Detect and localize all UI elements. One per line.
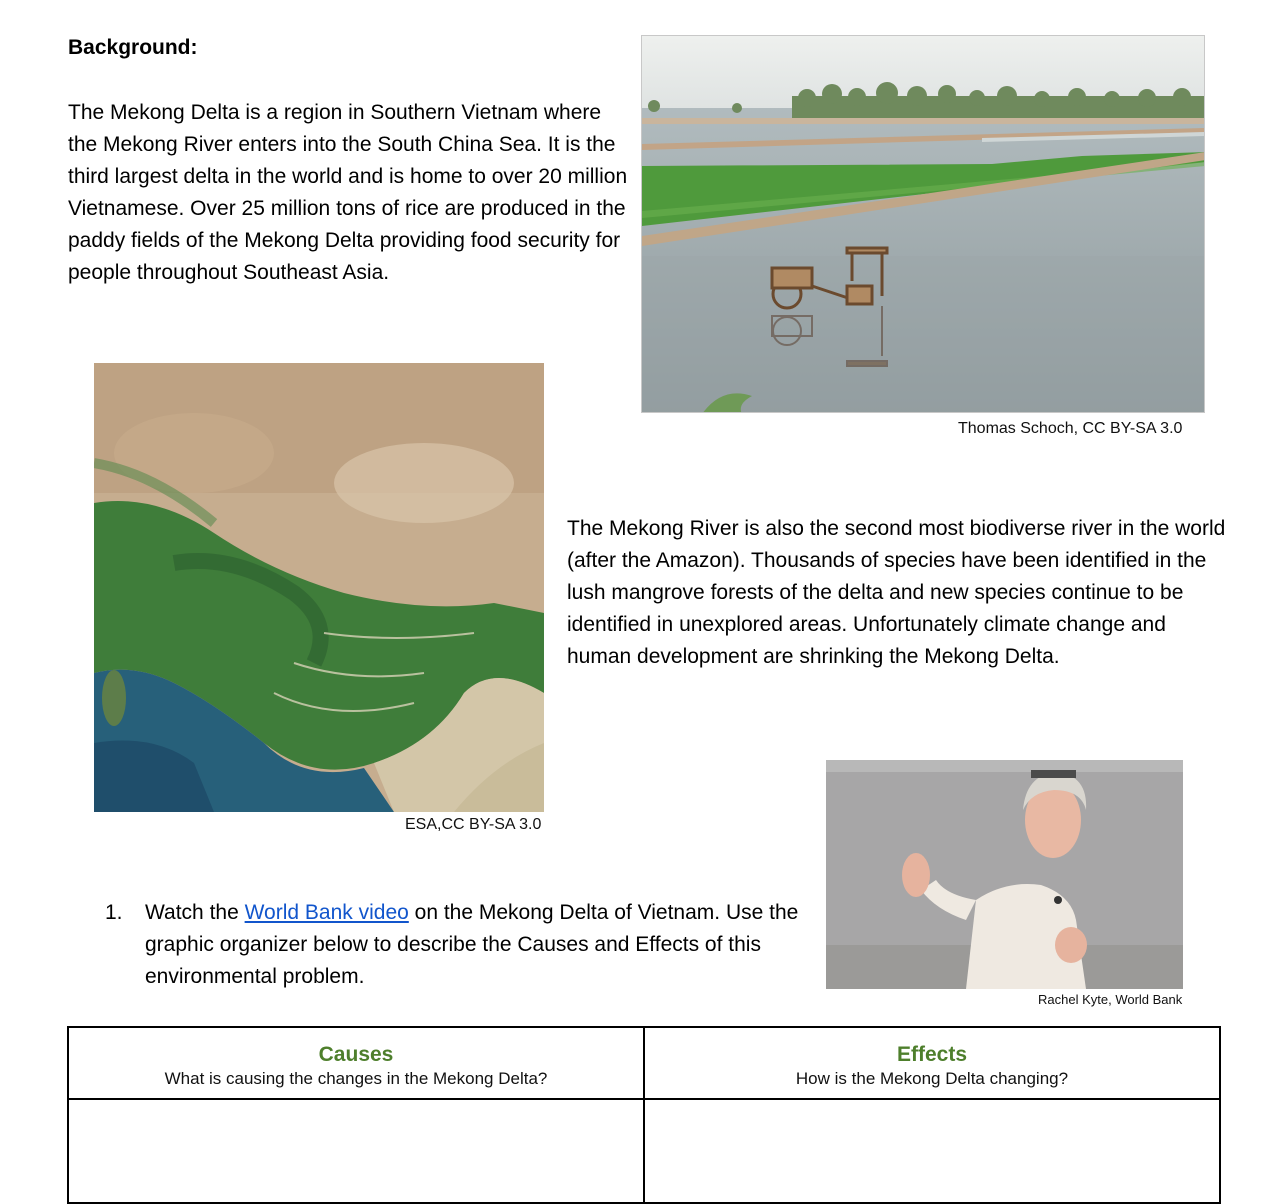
satellite-photo-credit: ESA,CC BY-SA 3.0 bbox=[405, 816, 542, 833]
page-heading: Background: bbox=[68, 36, 198, 59]
world-bank-video-link[interactable]: World Bank video bbox=[244, 901, 409, 924]
cause-effect-organizer bbox=[67, 1026, 1221, 1204]
causes-answer-cell[interactable] bbox=[68, 1099, 644, 1203]
task-number: 1. bbox=[105, 901, 123, 924]
biodiversity-paragraph: The Mekong River is also the second most biodiverse river in the world (after the Amazon). Thousands of species have been identified in the lush mangrove forests of the delta and new species continue to be identified in unexplored areas. Unfortunately climate change and human development are shrinking the Mekong Delta. bbox=[567, 517, 1226, 668]
causes-header-cell bbox=[68, 1027, 644, 1099]
rice-photo-credit: Thomas Schoch, CC BY-SA 3.0 bbox=[958, 420, 1183, 437]
task-text-before-link: Watch the bbox=[145, 901, 245, 924]
task-text-after-link: on the Mekong Delta of Vietnam. Use the graphic organizer below to describe the Causes and Effects of this environmental problem. bbox=[145, 901, 799, 988]
causes-title: Causes bbox=[318, 1043, 394, 1066]
rice-paddy-photo bbox=[641, 35, 1205, 413]
effects-title: Effects bbox=[896, 1043, 968, 1066]
effects-answer-cell[interactable] bbox=[644, 1099, 1220, 1203]
video-still-photo bbox=[826, 760, 1183, 989]
video-photo-credit: Rachel Kyte, World Bank bbox=[1038, 992, 1183, 1007]
causes-prompt: What is causing the changes in the Mekong Delta? bbox=[164, 1069, 548, 1088]
satellite-image bbox=[94, 363, 544, 812]
background-paragraph: The Mekong Delta is a region in Southern Vietnam where the Mekong River enters into the South China Sea. It is the third largest delta in the world and is home to over 20 million Vietnamese. Over 25 million tons of rice are produced in the paddy fields of the Mekong Delta providing food security for people throughout Southeast Asia. bbox=[68, 101, 628, 284]
task-instructions bbox=[145, 897, 805, 993]
effects-prompt: How is the Mekong Delta changing? bbox=[795, 1069, 1069, 1088]
task-item bbox=[105, 897, 805, 993]
effects-header-cell bbox=[644, 1027, 1220, 1099]
